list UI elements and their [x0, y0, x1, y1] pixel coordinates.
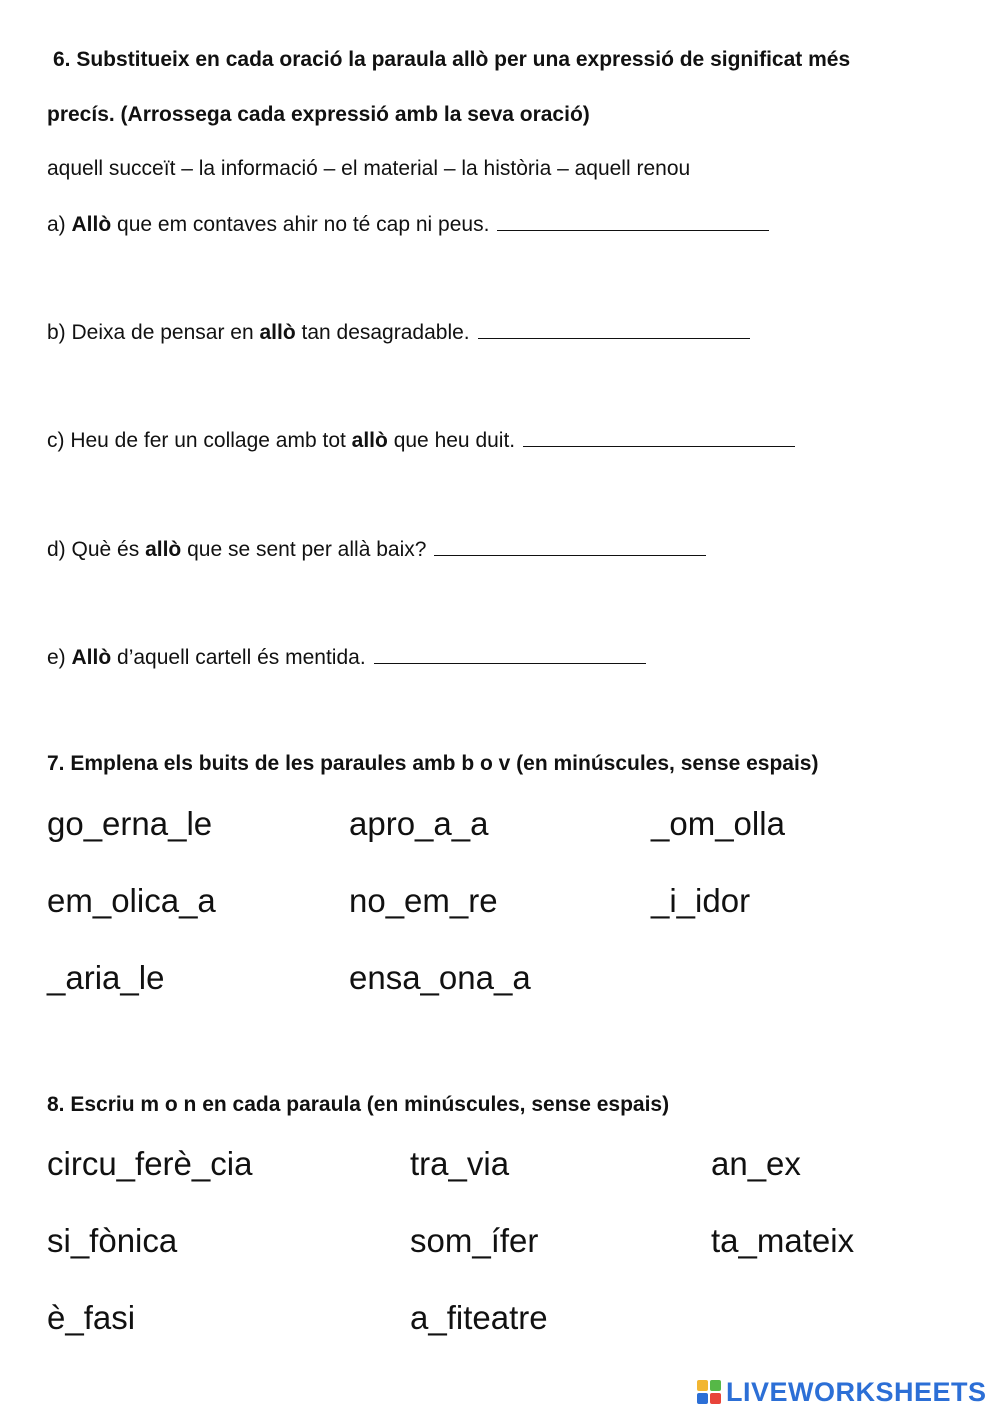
- word-input[interactable]: em_olica_a: [47, 882, 216, 919]
- word-input[interactable]: _i_idor: [651, 882, 751, 919]
- sentence-e: [47, 645, 646, 670]
- exercise-8-title: 8. Escriu m o n en cada paraula (en minúscules, sense espais): [47, 1093, 670, 1116]
- exercise-6-title-line1: 6. Substitueix en cada oració la paraula allò per una expressió de significat més: [53, 48, 851, 71]
- word-input[interactable]: circu_ferè_cia: [47, 1145, 253, 1182]
- sentence-b: [47, 320, 750, 345]
- sentence-d: [47, 537, 706, 562]
- word-input[interactable]: _aria_le: [47, 959, 165, 996]
- word-input[interactable]: a_fiteatre: [410, 1299, 548, 1336]
- sentence-e-pre: e): [47, 646, 72, 669]
- answer-drop-c[interactable]: [523, 428, 795, 447]
- exercise-6-title-line2: precís. (Arrossega cada expressió amb la seva oració): [47, 103, 590, 126]
- word-input[interactable]: _om_olla: [651, 805, 785, 842]
- sentence-c-pre: c) Heu de fer un collage amb tot: [47, 429, 352, 452]
- word-input[interactable]: go_erna_le: [47, 805, 213, 842]
- word-input[interactable]: som_ífer: [410, 1222, 539, 1259]
- sentence-a-pre: a): [47, 213, 72, 236]
- word-input[interactable]: no_em_re: [349, 882, 498, 919]
- sentence-b-post: tan desagradable.: [295, 321, 470, 344]
- logo-square: [710, 1380, 721, 1391]
- sentence-c: [47, 428, 795, 453]
- sentence-a-post: que em contaves ahir no té cap ni peus.: [111, 213, 490, 236]
- word-input[interactable]: apro_a_a: [349, 805, 489, 842]
- logo-squares-icon: [697, 1380, 721, 1404]
- word-input[interactable]: è_fasi: [47, 1299, 136, 1336]
- exercise-7-title: 7. Emplena els buits de les paraules amb b o v (en minúscules, sense espais): [47, 752, 819, 775]
- sentence-d-post: que se sent per allà baix?: [181, 538, 427, 561]
- logo-text: LIVEWORKSHEETS: [726, 1376, 987, 1407]
- sentence-c-keyword: allò: [351, 429, 388, 452]
- sentence-a: [47, 212, 769, 237]
- logo-square: [697, 1393, 708, 1404]
- sentence-d-keyword: allò: [145, 538, 182, 561]
- word-input[interactable]: an_ex: [711, 1145, 801, 1182]
- sentence-d-pre: d) Què és: [47, 538, 146, 561]
- sentence-e-post: d’aquell cartell és mentida.: [111, 646, 366, 669]
- logo-square: [697, 1380, 708, 1391]
- answer-drop-a[interactable]: [497, 212, 769, 231]
- answer-drop-e[interactable]: [374, 645, 646, 664]
- word-input[interactable]: si_fònica: [47, 1222, 178, 1259]
- logo-square: [710, 1393, 721, 1404]
- exercise-6-options: aquell succeït – la informació – el material – la història – aquell renou: [47, 157, 691, 180]
- sentence-a-keyword: Allò: [71, 213, 112, 236]
- sentence-b-keyword: allò: [259, 321, 296, 344]
- word-input[interactable]: ta_mateix: [711, 1222, 855, 1259]
- sentence-e-keyword: Allò: [71, 646, 112, 669]
- answer-drop-b[interactable]: [478, 320, 750, 339]
- liveworksheets-logo: [697, 1376, 987, 1408]
- sentence-c-post: que heu duit.: [387, 429, 516, 452]
- word-input[interactable]: tra_via: [410, 1145, 510, 1182]
- sentence-b-pre: b) Deixa de pensar en: [47, 321, 260, 344]
- answer-drop-d[interactable]: [434, 537, 706, 556]
- word-input[interactable]: ensa_ona_a: [349, 959, 531, 996]
